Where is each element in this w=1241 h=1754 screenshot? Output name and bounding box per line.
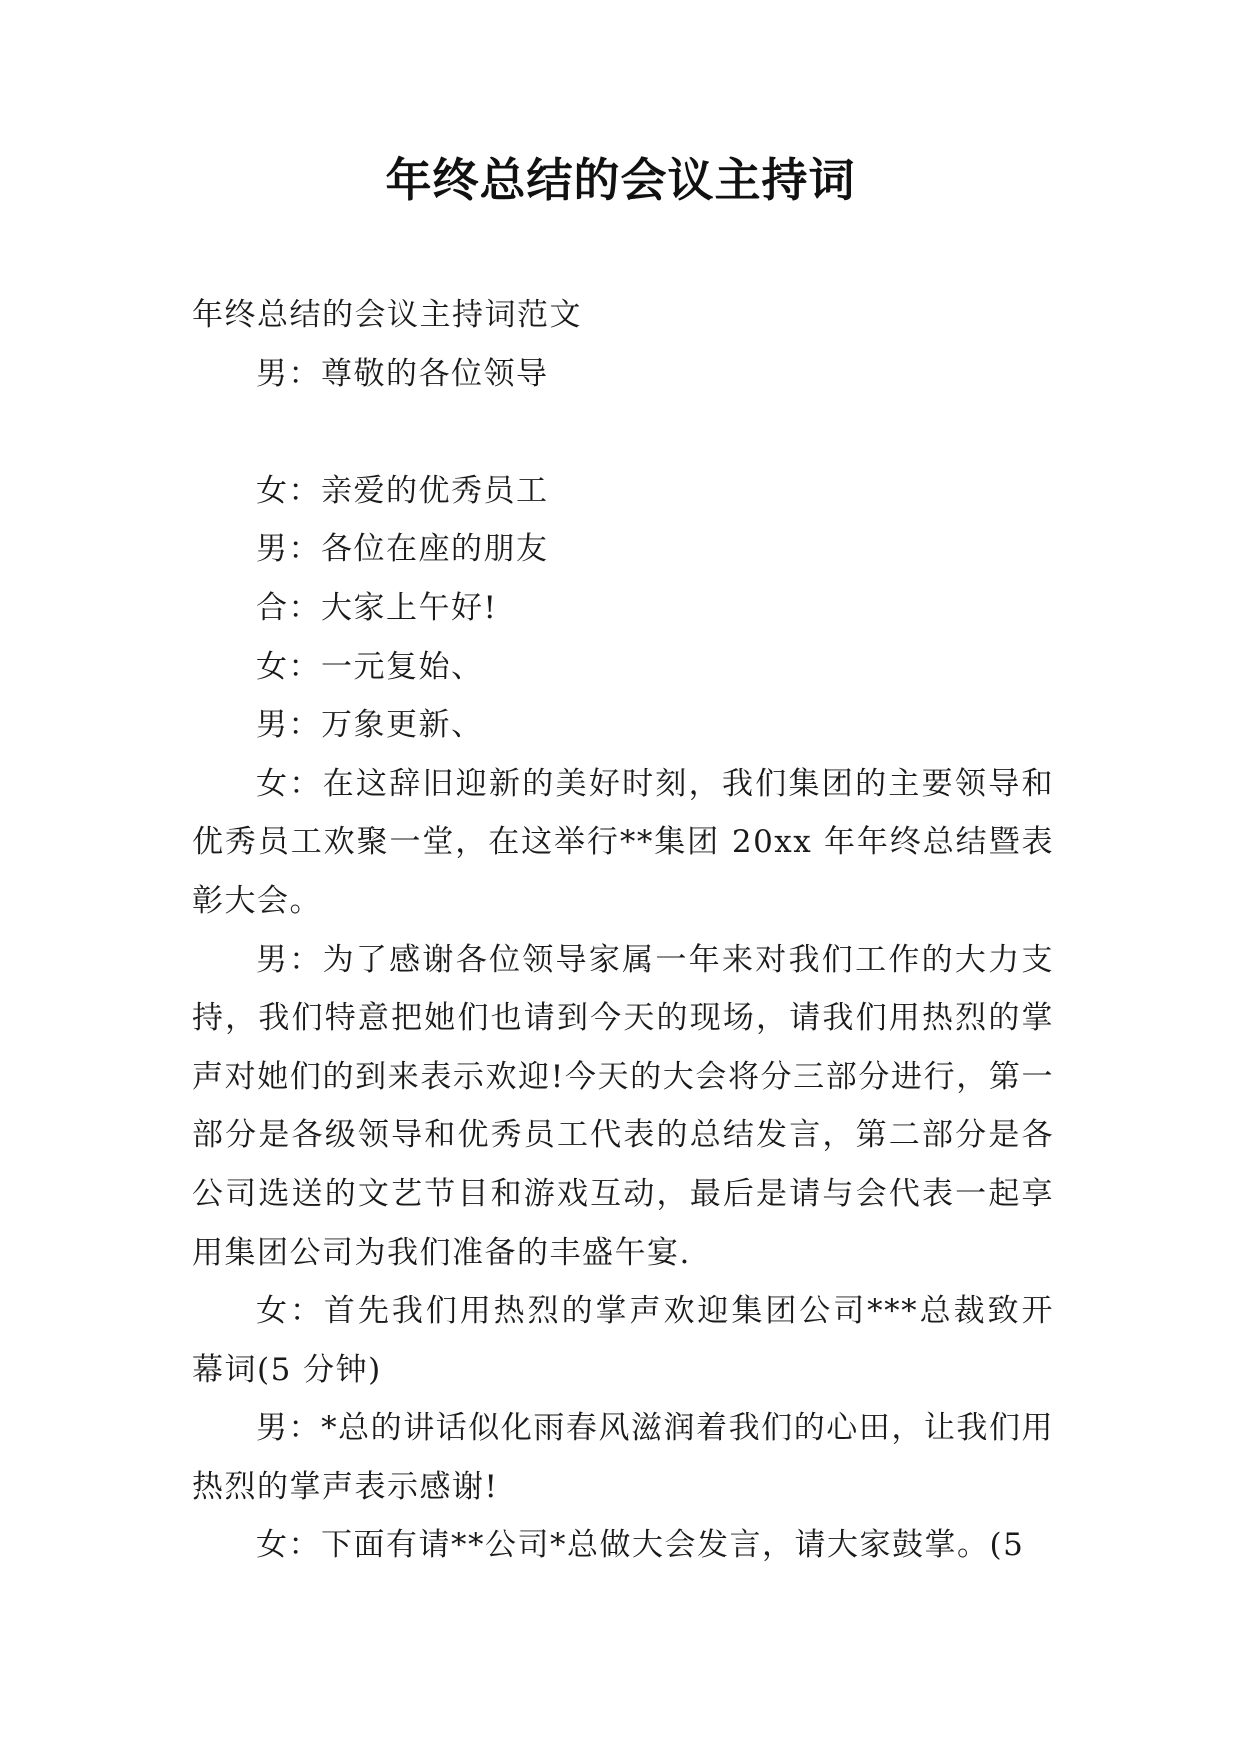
paragraph-4: 合：大家上午好! [256,589,498,626]
paragraph-2: 女：亲爱的优秀员工 [256,472,549,509]
paragraph-11: 女：下面有请**公司*总做大会发言，请大家鼓掌。(5 [256,1527,1025,1564]
paragraph-10: 男：*总的讲话似化雨春风滋润着我们的心田，让我们用热烈的掌声表示感谢! [192,1410,1054,1505]
document-body [192,286,1054,1575]
paragraph-8: 男：为了感谢各位领导家属一年来对我们工作的大力支持，我们特意把她们也请到今天的现场，请我们用热烈的掌声对她们的到来表示欢迎!今天的大会将分三部分进行，第一部分是各级领导和优秀员工代表的总结发言，第二部分是各公司选送的文艺节目和游戏互动，最后是请与会代表一起享用集团公司为我们准备的丰盛午宴. [192,941,1054,1271]
document-title: 年终总结的会议主持词 [385,153,856,207]
paragraph-1: 男：尊敬的各位领导 [256,355,549,392]
paragraph-3: 男：各位在座的朋友 [256,531,549,568]
blank-line [192,403,1054,462]
document-subtitle: 年终总结的会议主持词范文 [192,297,582,333]
paragraph-9: 女：首先我们用热烈的掌声欢迎集团公司***总裁致开幕词(5 分钟) [192,1293,1054,1388]
paragraph-5: 女：一元复始、 [256,648,484,685]
paragraph-7: 女：在这辞旧迎新的美好时刻，我们集团的主要领导和优秀员工欢聚一堂，在这举行**集团 20xx 年年终总结暨表彰大会。 [192,765,1054,919]
paragraph-6: 男：万象更新、 [256,707,484,744]
